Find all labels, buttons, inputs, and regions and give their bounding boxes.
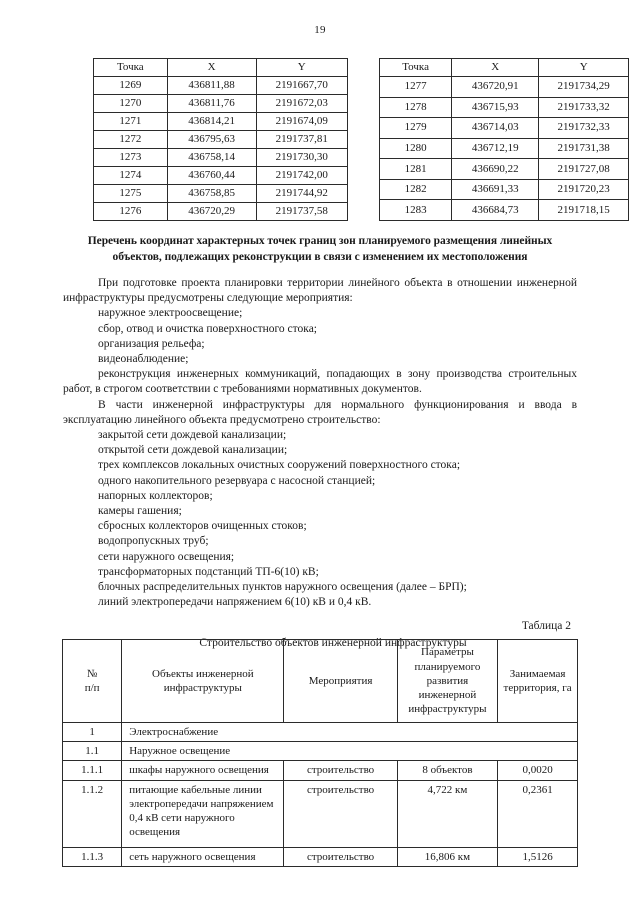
- table-row: [63, 780, 578, 847]
- cell-point: 1274: [94, 167, 168, 185]
- cell-point: 1281: [380, 159, 452, 180]
- list-item: трансформаторных подстанций ТП-6(10) кВ;: [98, 565, 319, 578]
- table-header-row: [63, 640, 578, 723]
- cell-row-number: 1.1.1: [63, 761, 122, 780]
- table-header-row: [380, 59, 629, 77]
- list-item: блочных распределительных пунктов наружного освещения (далее – БРП);: [98, 581, 467, 594]
- cell-x: 436720,91: [452, 77, 539, 98]
- cell-parameter: 4,722 км: [397, 780, 497, 847]
- list-item: сети наружного освещения;: [98, 550, 235, 563]
- cell-x: 436712,19: [452, 138, 539, 159]
- cell-area: 0,0020: [498, 761, 578, 780]
- cell-y: 2191672,03: [256, 95, 347, 113]
- list-item: закрытой сети дождевой канализации;: [98, 429, 287, 442]
- list-item: водопропускных труб;: [98, 535, 209, 548]
- column-header-area: Занимаемая территория, га: [498, 640, 578, 723]
- cell-point: 1272: [94, 131, 168, 149]
- cell-x: 436811,76: [167, 95, 256, 113]
- table-row: [380, 179, 629, 200]
- table-row: [94, 185, 348, 203]
- cell-y: 2191737,81: [256, 131, 347, 149]
- cell-parameter: 8 объектов: [397, 761, 497, 780]
- list-item: наружное электроосвещение;: [98, 307, 243, 320]
- list-item: открытой сети дождевой канализации;: [98, 444, 288, 457]
- cell-x: 436811,88: [167, 77, 256, 95]
- document-body: [63, 233, 577, 651]
- cell-measure: строительство: [284, 847, 397, 866]
- cell-object: сеть наружного освещения: [122, 847, 284, 866]
- list-item: организация рельефа;: [98, 337, 205, 350]
- cell-x: 436690,22: [452, 159, 539, 180]
- coordinate-tables-row: [0, 58, 640, 221]
- cell-point: 1283: [380, 200, 452, 221]
- list-item: камеры гашения;: [98, 505, 182, 518]
- table-row: [380, 118, 629, 139]
- column-header-x: X: [167, 59, 256, 77]
- column-header-point: Точка: [94, 59, 168, 77]
- table-row: [94, 95, 348, 113]
- table-row: [94, 113, 348, 131]
- table-row: [63, 847, 578, 866]
- cell-y: 2191734,29: [539, 77, 629, 98]
- section-heading: Перечень координат характерных точек границ зон планируемого размещения линейных объектов, подлежащих реконструкции в связи с изменением их местоположения: [87, 235, 553, 263]
- cell-measure: строительство: [284, 780, 397, 847]
- page-number: 19: [314, 24, 326, 36]
- cell-point: 1269: [94, 77, 168, 95]
- table-caption: Строительство объектов инженерной инфраструктуры: [199, 637, 467, 650]
- coordinate-table-right: [379, 58, 629, 221]
- list-item: сбросных коллекторов очищенных стоков;: [98, 520, 307, 533]
- column-header-y: Y: [256, 59, 347, 77]
- cell-point: 1276: [94, 203, 168, 221]
- cell-y: 2191733,32: [539, 97, 629, 118]
- cell-point: 1280: [380, 138, 452, 159]
- column-header-number-line2: п/п: [84, 682, 100, 694]
- table-row: [380, 97, 629, 118]
- table-row: [63, 742, 578, 761]
- cell-y: 2191742,00: [256, 167, 347, 185]
- column-header-x: X: [452, 59, 539, 77]
- cell-point: 1271: [94, 113, 168, 131]
- cell-row-number: 1: [63, 723, 122, 742]
- cell-point: 1277: [380, 77, 452, 98]
- cell-area: 0,2361: [498, 780, 578, 847]
- list-item: одного накопительного резервуара с насосной станцией;: [98, 474, 376, 487]
- table-row: [94, 77, 348, 95]
- cell-measure: строительство: [284, 761, 397, 780]
- column-header-parameters: Параметры планируемого развития инженерной инфраструктуры: [397, 640, 497, 723]
- list-item: напорных коллекторов;: [98, 489, 213, 502]
- table-row: [380, 77, 629, 98]
- list-item: трех комплексов локальных очистных сооружений поверхностного стока;: [98, 459, 461, 472]
- table-row: [380, 138, 629, 159]
- column-header-point: Точка: [380, 59, 452, 77]
- table-row: [94, 167, 348, 185]
- table-row: [94, 149, 348, 167]
- column-header-number: [63, 640, 122, 723]
- cell-y: 2191674,09: [256, 113, 347, 131]
- list-item: линий электропередачи напряжением 6(10) кВ и 0,4 кВ.: [98, 596, 372, 609]
- paragraph-construction-intro: В части инженерной инфраструктуры для нормального функционирования и ввода в эксплуатацию линейного объекта предусмотрено строительство:: [63, 398, 577, 426]
- cell-parameter: 16,806 км: [397, 847, 497, 866]
- cell-row-number: 1.1.3: [63, 847, 122, 866]
- cell-point: 1275: [94, 185, 168, 203]
- cell-point: 1279: [380, 118, 452, 139]
- cell-y: 2191727,08: [539, 159, 629, 180]
- cell-y: 2191737,58: [256, 203, 347, 221]
- table-row: [94, 131, 348, 149]
- column-header-y: Y: [539, 59, 629, 77]
- table-row: [63, 723, 578, 742]
- cell-object: Наружное освещение: [122, 742, 578, 761]
- cell-point: 1273: [94, 149, 168, 167]
- table-row: [63, 761, 578, 780]
- cell-point: 1270: [94, 95, 168, 113]
- cell-x: 436714,03: [452, 118, 539, 139]
- table-row: [380, 200, 629, 221]
- column-header-measures: Мероприятия: [284, 640, 397, 723]
- infrastructure-table-wrapper: [62, 639, 578, 867]
- measures-list: [63, 306, 577, 367]
- cell-row-number: 1.1.2: [63, 780, 122, 847]
- table-header-row: [94, 59, 348, 77]
- cell-x: 436758,85: [167, 185, 256, 203]
- cell-x: 436715,93: [452, 97, 539, 118]
- table-row: [380, 159, 629, 180]
- paragraph-reconstruction: реконструкция инженерных коммуникаций, попадающих в зону производства строительных работ, в строгом соответствии с требованиями нормативных документов.: [63, 368, 577, 396]
- cell-x: 436814,21: [167, 113, 256, 131]
- list-item: видеонаблюдение;: [98, 353, 189, 366]
- cell-object: шкафы наружного освещения: [122, 761, 284, 780]
- cell-x: 436795,63: [167, 131, 256, 149]
- cell-y: 2191730,30: [256, 149, 347, 167]
- cell-point: 1278: [380, 97, 452, 118]
- column-header-objects: Объекты инженерной инфраструктуры: [122, 640, 284, 723]
- cell-area: 1,5126: [498, 847, 578, 866]
- coordinate-table-left: [93, 58, 348, 221]
- column-header-number-line1: №: [86, 667, 98, 680]
- cell-y: 2191667,70: [256, 77, 347, 95]
- cell-y: 2191731,38: [539, 138, 629, 159]
- cell-x: 436691,33: [452, 179, 539, 200]
- cell-x: 436684,73: [452, 200, 539, 221]
- paragraph-measures-intro: При подготовке проекта планировки территории линейного объекта в отношении инженерной инфраструктуры предусмотрены следующие мероприятия:: [63, 277, 577, 305]
- cell-y: 2191744,92: [256, 185, 347, 203]
- cell-y: 2191720,23: [539, 179, 629, 200]
- cell-y: 2191732,33: [539, 118, 629, 139]
- table-number-label: Таблица 2: [521, 620, 571, 633]
- cell-x: 436758,14: [167, 149, 256, 167]
- table-row: [94, 203, 348, 221]
- cell-object: Электроснабжение: [122, 723, 578, 742]
- cell-x: 436760,44: [167, 167, 256, 185]
- infrastructure-table: [62, 639, 578, 867]
- construction-list: [63, 428, 577, 610]
- cell-y: 2191718,15: [539, 200, 629, 221]
- cell-point: 1282: [380, 179, 452, 200]
- cell-object: питающие кабельные линии электропередачи напряжением 0,4 кВ сети наружного освещения: [122, 780, 284, 847]
- cell-x: 436720,29: [167, 203, 256, 221]
- cell-row-number: 1.1: [63, 742, 122, 761]
- list-item: сбор, отвод и очистка поверхностного стока;: [98, 322, 317, 335]
